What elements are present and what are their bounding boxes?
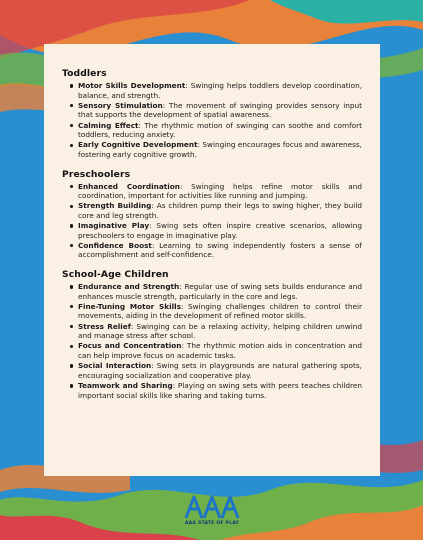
item-text: : The rhythmic motion aids in concentration and can help improve focus on academic tasks. [78, 341, 362, 360]
section-title: School-Age Children [62, 269, 169, 281]
item-term: Focus and Concentration [78, 341, 182, 351]
bullet-list [62, 81, 362, 160]
item-term: Imaginative Play [78, 221, 150, 231]
item-term: Teamwork and Sharing [78, 380, 173, 390]
list-item [78, 81, 362, 100]
item-term: Early Cognitive Development [78, 140, 198, 150]
list-item [78, 381, 362, 400]
item-text: : Swinging challenges children to control their movements, aiding in the development of refined motor skills. [78, 301, 362, 321]
section-school-age [62, 269, 362, 400]
item-term: Motor Skills Development [78, 81, 186, 90]
list-item [78, 121, 362, 140]
section-toddlers [62, 68, 362, 160]
section-title: Toddlers [62, 68, 107, 79]
bullet-list [62, 282, 362, 400]
item-text: : Swinging helps refine motor skills and coordination, important for activities like running and jumping. [78, 181, 362, 201]
item-text: : Swinging encourages focus and awareness, fostering early cognitive growth. [78, 140, 362, 159]
list-item [78, 241, 362, 260]
list-item [78, 361, 362, 380]
list-item [78, 101, 362, 120]
list-item [78, 282, 362, 301]
item-term: Confidence Boost [78, 240, 152, 250]
item-text: : Regular use of swing sets builds endurance and enhances muscle strength, particularly in the core and legs. [78, 282, 362, 301]
item-term: Strength Building [78, 201, 152, 211]
brand-logo [175, 494, 249, 534]
list-item [78, 201, 362, 220]
item-text: : Swinging can be a relaxing activity, helping children unwind and manage stress after school. [78, 321, 362, 341]
item-term: Calming Effect [78, 120, 139, 130]
aaa-logo-icon [184, 494, 240, 520]
item-term: Stress Relief [78, 321, 131, 331]
item-text: : Swing sets often inspire creative scenarios, allowing preschoolers to engage in imaginative play. [78, 221, 362, 240]
list-item [78, 140, 362, 159]
item-text: : Playing on swing sets with peers teaches children important social skills like sharing and taking turns. [78, 380, 362, 400]
item-text: : Swing sets in playgrounds are natural gathering spots, encouraging socialization and cooperative play. [78, 361, 362, 380]
list-item [78, 182, 362, 201]
section-preschoolers [62, 169, 362, 261]
section-title: Preschoolers [62, 168, 131, 180]
item-text: : As children pump their legs to swing higher, they build core and leg strength. [78, 201, 362, 220]
list-item [78, 322, 362, 341]
item-text: : The rhythmic motion of swinging can soothe and comfort toddlers, reducing anxiety. [78, 120, 362, 140]
item-term: Endurance and Strength [78, 282, 180, 292]
item-text: : The movement of swinging provides sensory input that supports the development of spatial awareness. [78, 100, 362, 120]
item-term: Fine-Tuning Motor Skills [78, 301, 181, 311]
list-item [78, 302, 362, 321]
logo-text: AAA STATE OF PLAY [184, 521, 240, 526]
content-card [44, 44, 380, 476]
bullet-list [62, 182, 362, 261]
item-term: Sensory Stimulation [78, 100, 163, 110]
item-text: : Learning to swing independently fosters a sense of accomplishment and self-confidence. [78, 240, 362, 260]
list-item [78, 341, 362, 360]
item-text: : Swinging helps toddlers develop coordination, balance, and strength. [78, 81, 363, 100]
list-item [78, 221, 362, 240]
item-term: Social Interaction [78, 361, 152, 371]
item-term: Enhanced Coordination [78, 181, 180, 191]
